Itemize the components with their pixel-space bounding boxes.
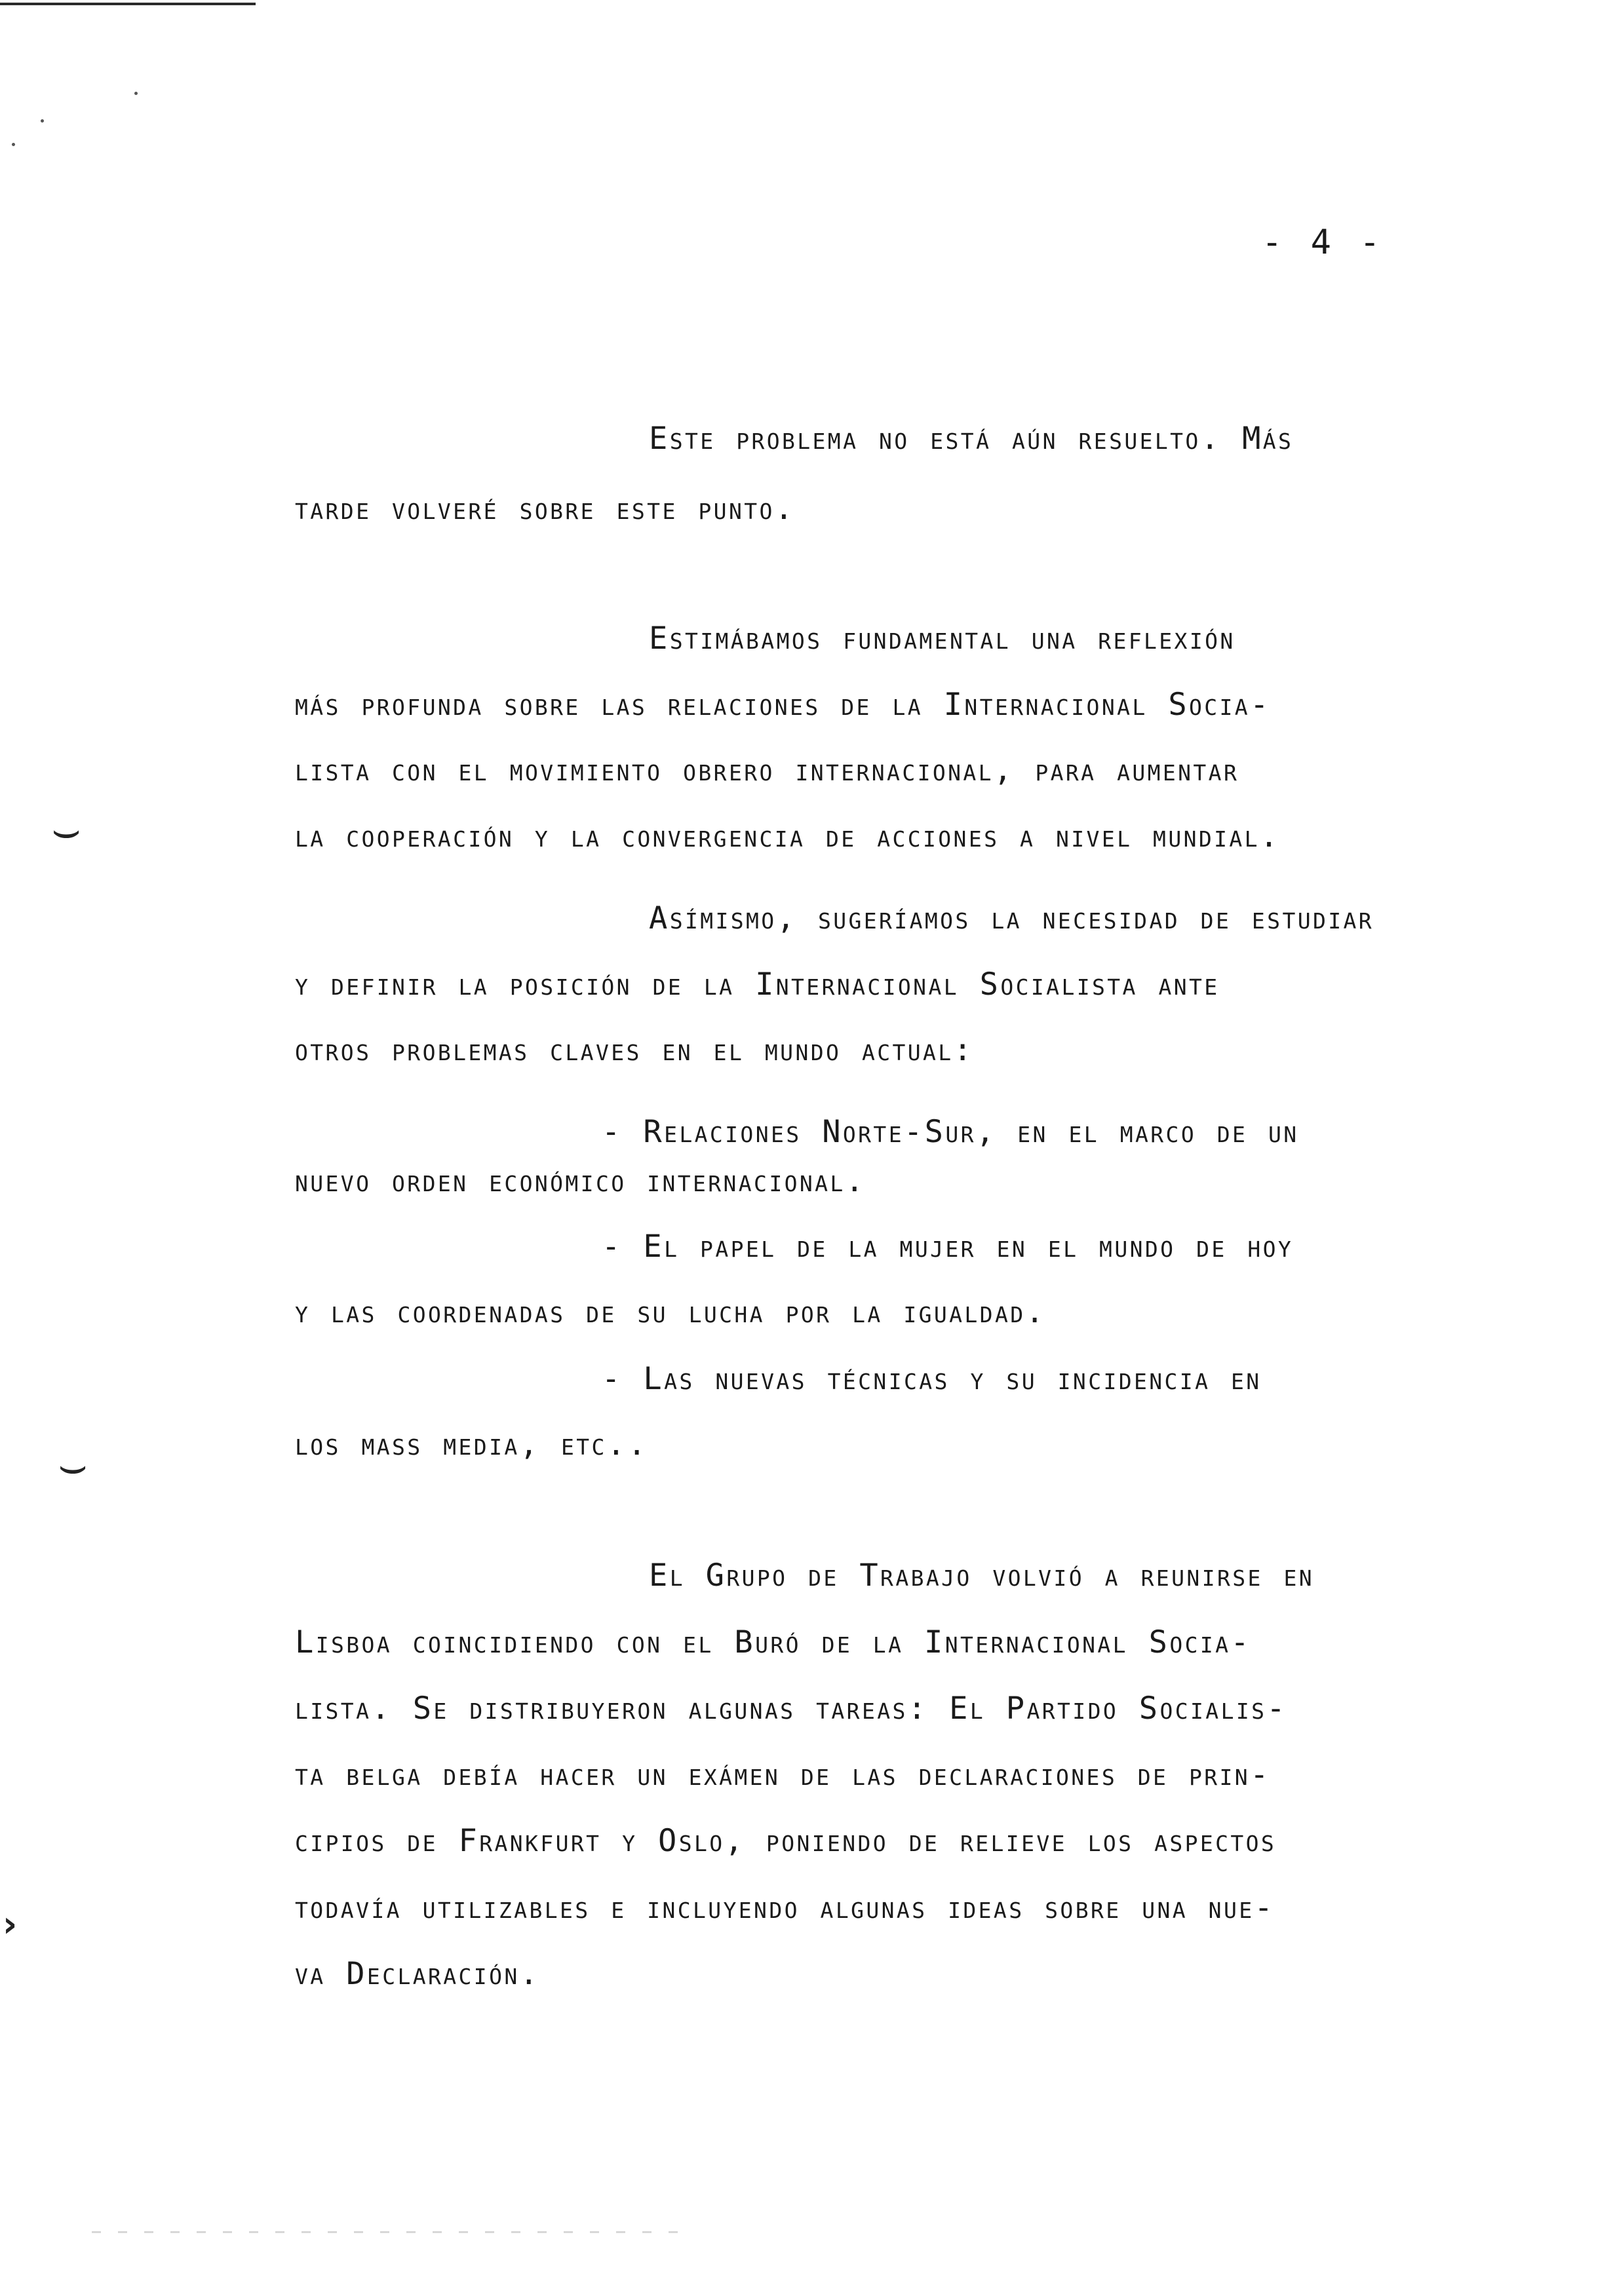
body-line: Este problema no está aún resuelto. Más bbox=[649, 421, 1294, 457]
body-line: tarde volveré sobre este punto. bbox=[295, 491, 796, 527]
body-line: Lisboa coincidiendo con el Buró de la Internacional Socia- bbox=[295, 1624, 1252, 1660]
body-line: lista. Se distribuyeron algunas tareas: El Partido Socialis- bbox=[295, 1691, 1288, 1727]
body-line: Estimábamos fundamental una reflexión bbox=[649, 621, 1236, 657]
body-line: va Declaración. bbox=[295, 1956, 541, 1992]
scan-speck bbox=[134, 92, 138, 95]
list-item-line: nuevo orden económico internacional. bbox=[295, 1163, 866, 1199]
body-line: lista con el movimiento obrero internacional, para aumentar bbox=[295, 752, 1239, 788]
scan-speck bbox=[12, 143, 15, 146]
body-line: El Grupo de Trabajo volvió a reunirse en bbox=[649, 1558, 1314, 1594]
body-line: la cooperación y la convergencia de acciones a nivel mundial. bbox=[295, 818, 1281, 854]
body-line: Asímismo, sugeríamos la necesidad de estudiar bbox=[649, 900, 1374, 936]
list-item-line: y las coordenadas de su lucha por la igualdad. bbox=[295, 1294, 1047, 1330]
binding-hole-mark-top: ⌣ bbox=[51, 803, 82, 856]
page-number: - 4 - bbox=[1262, 223, 1384, 262]
list-item-line: - Relaciones Norte-Sur, en el marco de un bbox=[602, 1114, 1299, 1150]
scan-noise-strip bbox=[92, 2231, 695, 2233]
body-line: ta belga debía hacer un exámen de las declaraciones de prin- bbox=[295, 1757, 1271, 1793]
scan-speck bbox=[41, 119, 44, 123]
list-item-line: - Las nuevas técnicas y su incidencia en bbox=[602, 1361, 1262, 1397]
list-item-line: los mass media, etc.. bbox=[295, 1426, 649, 1463]
body-line: todavía utilizables e incluyendo algunas ideas sobre una nue- bbox=[295, 1890, 1275, 1926]
binding-hole-mark-bottom: › bbox=[3, 1904, 18, 1945]
top-edge-rule bbox=[0, 3, 256, 5]
body-line: otros problemas claves en el mundo actual: bbox=[295, 1032, 975, 1068]
body-line: cipios de Frankfurt y Oslo, poniendo de relieve los aspectos bbox=[295, 1823, 1277, 1859]
binding-hole-mark-middle: ⌣ bbox=[58, 1438, 88, 1492]
list-item-line: - El papel de la mujer en el mundo de hoy bbox=[602, 1229, 1294, 1265]
body-line: y definir la posición de la Internacional Socialista ante bbox=[295, 966, 1220, 1003]
body-line: más profunda sobre las relaciones de la Internacional Socia- bbox=[295, 687, 1271, 723]
